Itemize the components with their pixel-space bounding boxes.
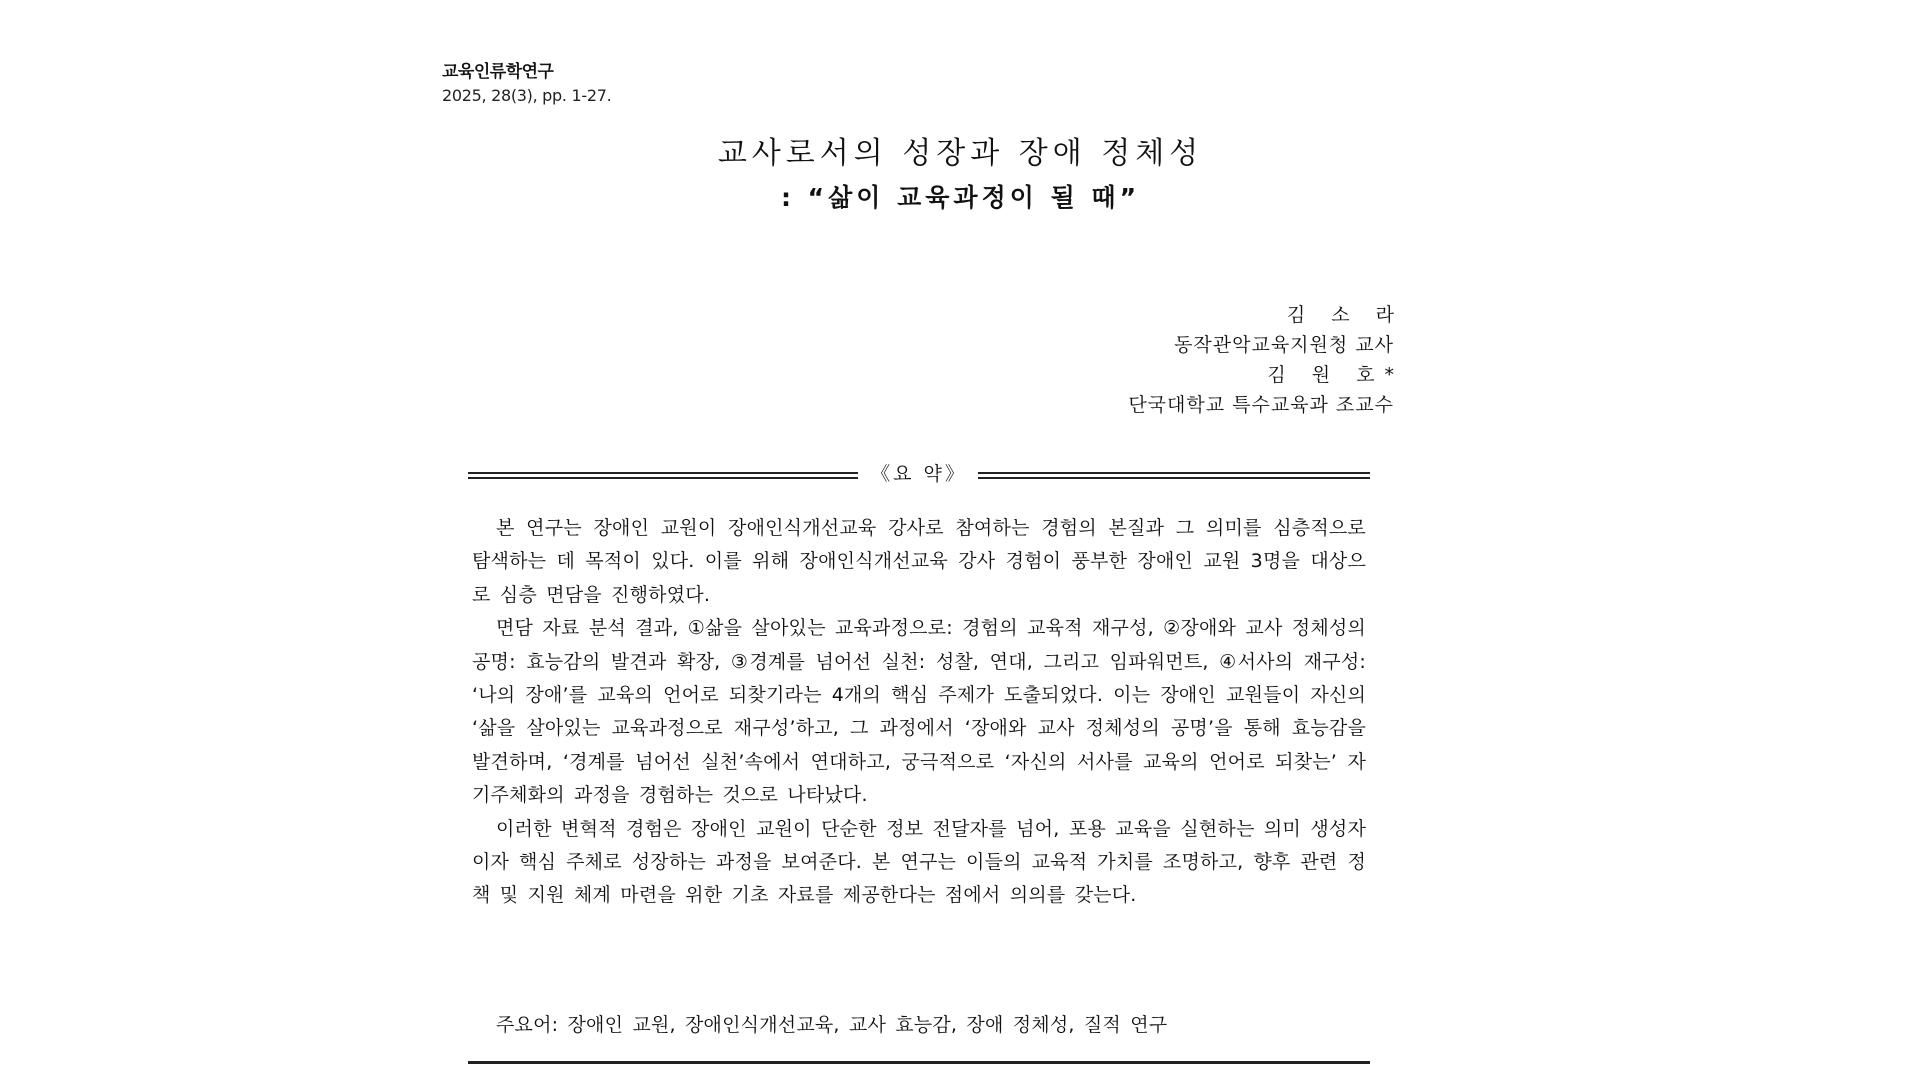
author-list (1128, 300, 1404, 420)
abstract-paragraph: 본 연구는 장애인 교원이 장애인식개선교육 강사로 참여하는 경험의 본질과 그 의미를 심층적으로 탐색하는 데 목적이 있다. 이를 위해 장애인식개선교육 강사 경험이 풍부한 장애인 교원 3명을 대상으로 심층 면담을 진행하였다. (472, 517, 1366, 606)
abstract-heading-row (468, 462, 1370, 492)
author-affiliation: 동작관악교육지원청 교사 (1174, 334, 1394, 356)
paper-title: 교사로서의 성장과 장애 정체성 (717, 136, 1204, 171)
author-name: 김 원 호* (1267, 364, 1404, 386)
abstract-body (472, 512, 1366, 913)
keywords: 주요어: 장애인 교원, 장애인식개선교육, 교사 효능감, 장애 정체성, 질적 연구 (496, 1014, 1168, 1036)
abstract-paragraph: 이러한 변혁적 경험은 장애인 교원이 단순한 정보 전달자를 넘어, 포용 교육을 실현하는 의미 생성자이자 핵심 주체로 성장하는 과정을 보여준다. 본 연구는 이들의 교육적 가치를 조명하고, 향후 관련 정책 및 지원 체계 마련을 위한 기초 자료를 제공한다는 점에서 의의를 갖는다. (472, 817, 1366, 907)
author-affiliation: 단국대학교 특수교육과 조교수 (1128, 394, 1394, 416)
journal-header (442, 60, 611, 108)
title-block (0, 132, 1921, 218)
journal-volume-info: 2025, 28(3), pp. 1-27. (442, 86, 612, 105)
abstract-paragraph: 면담 자료 분석 결과, ①삶을 살아있는 교육과정으로: 경험의 교육적 재구성, ②장애와 교사 정체성의 공명: 효능감의 발견과 확장, ③경계를 넘어선 실천: 성찰, 연대, 그리고 임파워먼트, ④서사의 재구성: ‘나의 장애’를 교육의 언어로 되찾기라는 4개의 핵심 주제가 도출되었다. 이는 장애인 교원들이 자신의 ‘삶을 살아있는 교육과정으로 재구성’하고, 그 과정에서 ‘장애와 교사 정체성의 공명’을 통해 효능감을 발견하며, ‘경계를 넘어선 실천’속에서 연대하고, 궁극적으로 ‘자신의 서사를 교육의 언어로 되찾는’ 자기주체화의 과정을 경험하는 것으로 나타났다. (472, 617, 1366, 807)
paper-subtitle: : “삶이 교육과정이 될 때” (780, 183, 1141, 212)
abstract-rule-right (978, 472, 1370, 479)
abstract-heading: 《요 약》 (871, 463, 967, 485)
author-name: 김 소 라 (1286, 304, 1404, 326)
journal-name: 교육인류학연구 (442, 62, 554, 82)
abstract-bottom-rule (468, 1061, 1370, 1064)
